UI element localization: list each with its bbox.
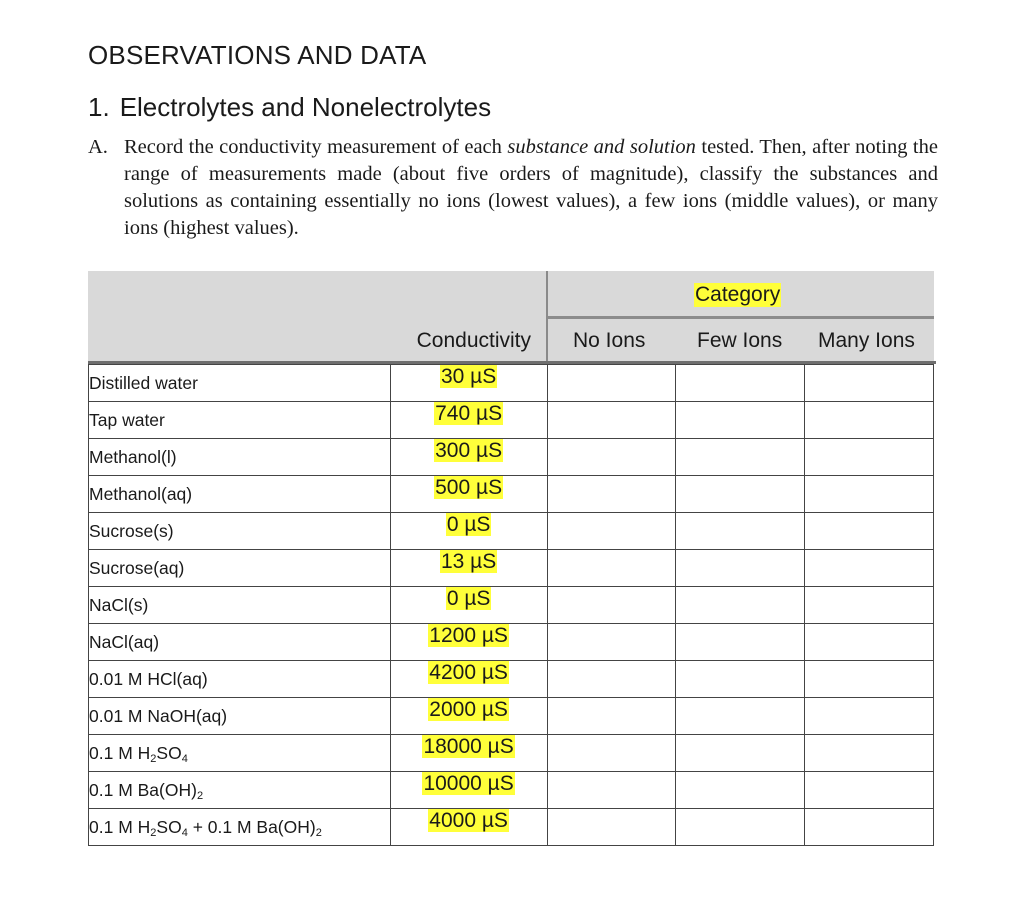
table-row xyxy=(89,365,934,402)
substance-cell: 0.01 M HCl(aq) xyxy=(89,661,391,698)
conductivity-value: 10000 µS xyxy=(423,772,514,795)
many-ions-cell[interactable] xyxy=(805,698,934,735)
many-ions-cell[interactable] xyxy=(805,735,934,772)
few-ions-cell[interactable] xyxy=(676,402,805,439)
conductivity-value: 13 µS xyxy=(440,550,497,573)
few-ions-cell[interactable] xyxy=(676,476,805,513)
few-ions-header: Few Ions xyxy=(697,329,783,352)
subsection-title-text: Electrolytes and Nonelectrolytes xyxy=(119,92,492,122)
instruction-text-before: Record the conductivity measurement of each xyxy=(124,136,508,158)
conductivity-cell xyxy=(390,587,547,624)
many-ions-cell[interactable] xyxy=(805,587,934,624)
conductivity-cell xyxy=(390,550,547,587)
conductivity-value: 2000 µS xyxy=(429,698,508,721)
many-ions-cell[interactable] xyxy=(805,809,934,846)
table-row xyxy=(89,809,934,846)
table-row xyxy=(89,513,934,550)
substance-cell: 0.01 M NaOH(aq) xyxy=(89,698,391,735)
conductivity-value: 0 µS xyxy=(446,513,491,536)
conductivity-cell xyxy=(390,439,547,476)
many-ions-cell[interactable] xyxy=(805,439,934,476)
few-ions-cell[interactable] xyxy=(676,587,805,624)
conductivity-header: Conductivity xyxy=(416,329,531,352)
conductivity-value: 4200 µS xyxy=(429,661,508,684)
substance-cell: 0.1 M $H_2SO_4$ xyxy=(89,735,391,772)
no-ions-cell[interactable] xyxy=(547,735,676,772)
few-ions-cell[interactable] xyxy=(676,550,805,587)
instruction-text xyxy=(124,134,938,242)
few-ions-cell[interactable] xyxy=(676,513,805,550)
table-row xyxy=(89,587,934,624)
conductivity-value: 4000 µS xyxy=(429,809,508,832)
conductivity-cell xyxy=(390,809,547,846)
conductivity-value: 1200 µS xyxy=(429,624,508,647)
many-ions-cell[interactable] xyxy=(805,402,934,439)
instruction-text-italic: substance and solution xyxy=(507,136,696,158)
subsection-number: 1. xyxy=(88,92,110,122)
data-table xyxy=(88,271,934,842)
conductivity-value: 18000 µS xyxy=(423,735,514,758)
conductivity-cell xyxy=(390,661,547,698)
many-ions-cell[interactable] xyxy=(805,661,934,698)
no-ions-cell[interactable] xyxy=(547,624,676,661)
table-row xyxy=(89,735,934,772)
table-row xyxy=(89,698,934,735)
conductivity-cell xyxy=(390,402,547,439)
conductivity-cell xyxy=(390,735,547,772)
no-ions-cell[interactable] xyxy=(547,476,676,513)
substance-cell: Methanol(l) xyxy=(89,439,391,476)
few-ions-cell[interactable] xyxy=(676,439,805,476)
many-ions-cell[interactable] xyxy=(805,624,934,661)
section-title: OBSERVATIONS AND DATA xyxy=(88,40,427,70)
substance-cell: NaCl(s) xyxy=(89,587,391,624)
substance-cell: Sucrose(aq) xyxy=(89,550,391,587)
conductivity-value: 740 µS xyxy=(435,402,503,425)
table-row xyxy=(89,772,934,809)
conductivity-cell xyxy=(390,624,547,661)
few-ions-cell[interactable] xyxy=(676,661,805,698)
conductivity-cell xyxy=(390,698,547,735)
no-ions-cell[interactable] xyxy=(547,809,676,846)
substance-cell: 0.1 M $Ba(OH)_2$ xyxy=(89,772,391,809)
few-ions-cell[interactable] xyxy=(676,365,805,402)
no-ions-cell[interactable] xyxy=(547,550,676,587)
no-ions-cell[interactable] xyxy=(547,439,676,476)
conductivity-cell xyxy=(390,476,547,513)
conductivity-value: 0 µS xyxy=(446,587,491,610)
conductivity-cell xyxy=(390,513,547,550)
substance-cell: Methanol(aq) xyxy=(89,476,391,513)
table-row xyxy=(89,476,934,513)
no-ions-cell[interactable] xyxy=(547,402,676,439)
no-ions-cell[interactable] xyxy=(547,513,676,550)
table-row xyxy=(89,439,934,476)
table-row xyxy=(89,550,934,587)
no-ions-cell[interactable] xyxy=(547,772,676,809)
few-ions-cell[interactable] xyxy=(676,735,805,772)
few-ions-cell[interactable] xyxy=(676,698,805,735)
many-ions-cell[interactable] xyxy=(805,550,934,587)
no-ions-cell[interactable] xyxy=(547,587,676,624)
conductivity-cell xyxy=(390,365,547,402)
conductivity-value: 500 µS xyxy=(435,476,503,499)
substance-cell: Tap water xyxy=(89,402,391,439)
table-row xyxy=(89,661,934,698)
few-ions-cell[interactable] xyxy=(676,624,805,661)
no-ions-cell[interactable] xyxy=(547,365,676,402)
instruction-label: A. xyxy=(88,136,108,158)
conductivity-value: 300 µS xyxy=(435,439,503,462)
few-ions-cell[interactable] xyxy=(676,809,805,846)
many-ions-cell[interactable] xyxy=(805,365,934,402)
subsection-title xyxy=(88,92,491,123)
instruction-text-after: tested. Then, after noting the range of measurements made (about five orders of magnitude), classify the substances and solutions as containing essentially no ions (lowest values), a few ions (middle values), or many ions (highest values). xyxy=(124,136,938,239)
many-ions-cell[interactable] xyxy=(805,476,934,513)
substance-cell: 0.1 M $H_2SO_4 + 0.1$ M $Ba(OH)_2$ xyxy=(89,809,391,846)
many-ions-cell[interactable] xyxy=(805,513,934,550)
conductivity-value: 30 µS xyxy=(440,365,497,388)
substance-cell: NaCl(aq) xyxy=(89,624,391,661)
conductivity-cell xyxy=(390,772,547,809)
table-row xyxy=(89,624,934,661)
no-ions-cell[interactable] xyxy=(547,661,676,698)
table-row xyxy=(89,402,934,439)
no-ions-header: No Ions xyxy=(573,329,646,352)
substance-cell: Distilled water xyxy=(89,365,391,402)
many-ions-cell[interactable] xyxy=(805,772,934,809)
category-header: Category xyxy=(695,283,781,306)
instruction-paragraph xyxy=(88,134,938,242)
substance-cell: Sucrose(s) xyxy=(89,513,391,550)
few-ions-cell[interactable] xyxy=(676,772,805,809)
category-underline xyxy=(548,316,934,319)
no-ions-cell[interactable] xyxy=(547,698,676,735)
data-grid xyxy=(88,364,934,846)
many-ions-header: Many Ions xyxy=(818,329,915,352)
